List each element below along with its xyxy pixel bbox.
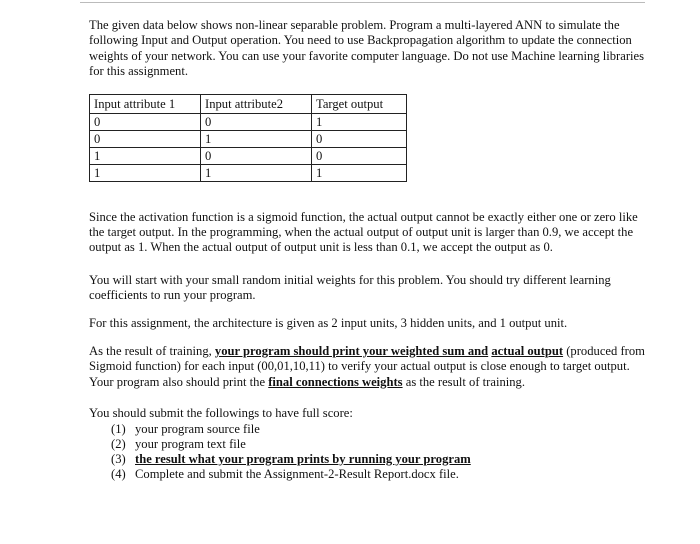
list-item — [89, 437, 649, 452]
result-text-3: (produced from Sigmoid function) for each input (00,01,10,11) to verify your actual output is close enough to target output. Your program also should print the — [89, 344, 645, 389]
list-text: your program text file — [135, 436, 246, 451]
table-cell: 0 — [312, 147, 407, 164]
table-header-row — [90, 94, 407, 113]
table-cell: 0 — [90, 130, 201, 147]
result-text-1: As the result of training, — [89, 344, 215, 359]
emphasis-final-weights: final connections weights — [268, 374, 403, 389]
intro-paragraph: The given data below shows non-linear separable problem. Program a multi-layered ANN to simulate the following Input and Output operation. You need to use Backpropagation algorithm to update the connection weights of your network. You can use your favorite computer language. Do not use Machine learning libraries for this assignment. — [89, 18, 645, 79]
table-cell: 1 — [90, 147, 201, 164]
table-cell: 1 — [201, 164, 312, 181]
emphasis-weighted-sum: your program should print your weighted sum and — [214, 344, 489, 359]
list-item — [89, 467, 649, 482]
assignment-content — [89, 18, 649, 483]
header-input-2: Input attribute2 — [201, 94, 312, 113]
result-paragraph — [89, 344, 649, 390]
table-cell: 1 — [312, 113, 407, 130]
truth-table — [89, 94, 407, 182]
header-target: Target output — [312, 94, 407, 113]
list-item — [89, 422, 649, 437]
table-row — [90, 130, 407, 147]
activation-paragraph: Since the activation function is a sigmoid function, the actual output cannot be exactly either one or zero like the target output. In the programming, when the actual output of output unit is larger than 0.9, we accept the output as 1. When the actual output of output unit is less than 0.1, we accept the output as 0. — [89, 209, 638, 255]
emphasis-actual-output: actual output — [491, 344, 564, 359]
list-item — [89, 452, 649, 467]
table-row — [90, 113, 407, 130]
list-text: Complete and submit the Assignment-2-Result Report.docx file. — [135, 467, 459, 482]
table-cell: 0 — [90, 113, 201, 130]
table-cell: 1 — [90, 164, 201, 181]
weights-paragraph: You will start with your small random initial weights for this problem. You should try different learning coefficients to run your program. — [89, 272, 611, 303]
table-cell: 0 — [201, 113, 312, 130]
table-cell: 0 — [312, 130, 407, 147]
table-row — [90, 147, 407, 164]
top-divider — [80, 2, 645, 3]
list-number: (2) — [111, 436, 126, 451]
result-text-4: as the result of training. — [402, 374, 525, 389]
submit-intro: You should submit the followings to have full score: — [89, 406, 353, 421]
list-number: (3) — [111, 452, 126, 467]
architecture-paragraph: For this assignment, the architecture is given as 2 input units, 3 hidden units, and 1 output unit. — [89, 315, 568, 330]
table-cell: 1 — [312, 164, 407, 181]
list-number: (4) — [111, 467, 126, 482]
header-input-1: Input attribute 1 — [90, 94, 201, 113]
table-cell: 0 — [201, 147, 312, 164]
submit-list — [89, 422, 649, 483]
list-text-emphasis: the result what your program prints by running your program — [135, 452, 471, 467]
table-cell: 1 — [201, 130, 312, 147]
table-row — [90, 164, 407, 181]
list-text: your program source file — [135, 421, 260, 436]
list-number: (1) — [111, 421, 126, 436]
